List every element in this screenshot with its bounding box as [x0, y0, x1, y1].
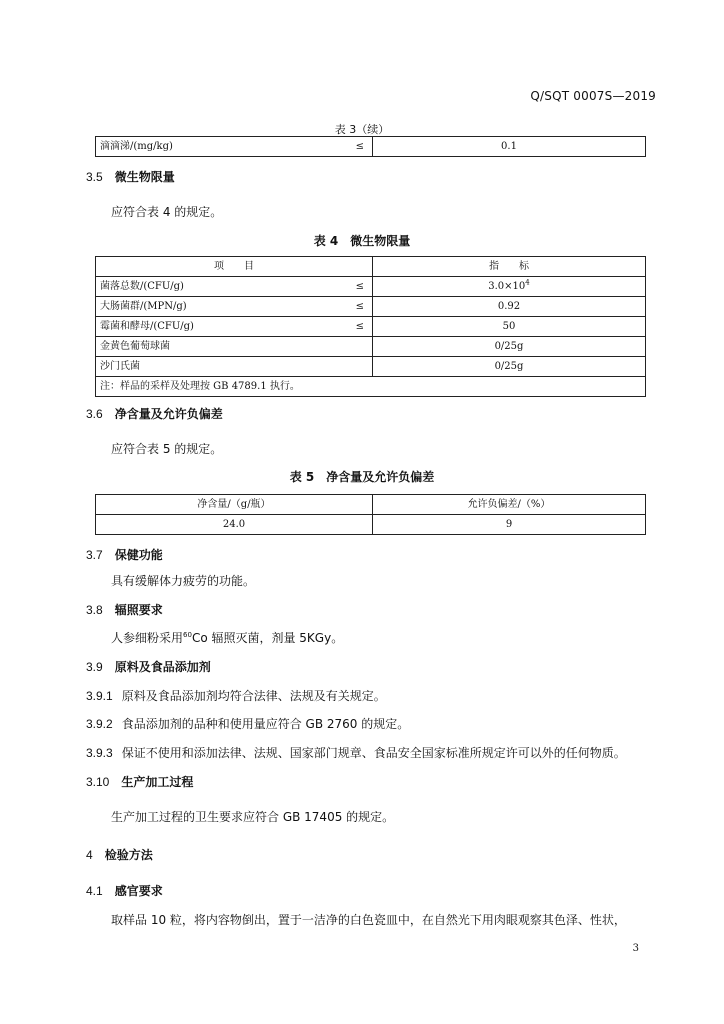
table3: [95, 136, 646, 157]
table3-caption: 表 3（续）: [334, 123, 390, 136]
value-text: 50: [373, 317, 646, 337]
section-3-9-2: 3.9.2 食品添加剂的品种和使用量应符合 GB 2760 的规定。: [86, 717, 410, 731]
table-row: [96, 317, 646, 337]
table-note-row: [96, 377, 646, 397]
item-label: 金黄色葡萄球菌: [100, 341, 170, 352]
table-cell: [96, 137, 373, 157]
section-3-5-heading: 3.5 微生物限量: [86, 170, 175, 184]
section-3-6-heading: 3.6 净含量及允许负偏差: [86, 407, 223, 421]
le-sign: ≤: [355, 281, 364, 292]
section-3-9-1: 3.9.1 原料及食品添加剂均符合法律、法规及有关规定。: [86, 689, 386, 703]
section-3-8-text: 人参细粉采用$^{60}$Co 辐照灭菌，剂量 5KGy。: [111, 631, 344, 645]
page-number: 3: [632, 943, 639, 954]
le-sign: ≤: [355, 301, 364, 312]
table5: [95, 494, 646, 535]
header-net-content: 净含量/（g/瓶）: [96, 495, 373, 515]
section-3-8-heading: 3.8 辐照要求: [86, 603, 163, 617]
section-3-5-text: 应符合表 4 的规定。: [111, 205, 223, 219]
table5-caption: 表 5 净含量及允许负偏差: [289, 470, 435, 484]
table-header-row: [96, 495, 646, 515]
section-3-9-heading: 3.9 原料及食品添加剂: [86, 660, 211, 674]
item-label: 霉菌和酵母/(CFU/g): [100, 321, 194, 332]
value-cell: 0.1: [373, 137, 646, 157]
value-text: 0/25g: [373, 357, 646, 377]
table-row: [96, 357, 646, 377]
section-3-6-text: 应符合表 5 的规定。: [111, 442, 223, 456]
section-3-10-heading: 3.10 生产加工过程: [86, 775, 194, 789]
table4: [95, 256, 646, 397]
deviation-value: 9: [373, 515, 646, 535]
header-value: 指 标: [373, 257, 646, 277]
le-sign: ≤: [355, 141, 364, 152]
table4-caption: 表 4 微生物限量: [313, 234, 411, 248]
isotope-mass: 60: [183, 631, 192, 639]
item-label: 滴滴涕/(mg/kg): [100, 141, 173, 152]
section-3-7-heading: 3.7 保健功能: [86, 548, 163, 562]
value-text: 0.92: [373, 297, 646, 317]
table-row: [96, 515, 646, 535]
table-header-row: [96, 257, 646, 277]
item-label: 菌落总数/(CFU/g): [100, 281, 184, 292]
section-3-7-text: 具有缓解体力疲劳的功能。: [111, 574, 256, 588]
table-row: [96, 337, 646, 357]
standard-number: Q/SQT 0007S—2019: [530, 89, 656, 103]
item-label: 沙门氏菌: [100, 361, 140, 372]
le-sign: ≤: [355, 321, 364, 332]
table-row: [96, 297, 646, 317]
table-note: 注：样品的采样及处理按 GB 4789.1 执行。: [96, 377, 646, 397]
section-4-1-text: 取样品 10 粒，将内容物倒出，置于一洁净的白色瓷皿中，在自然光下用肉眼观察其色泽、性状，: [111, 913, 626, 927]
table-row: [96, 137, 646, 157]
header-deviation: 允许负偏差/（%）: [373, 495, 646, 515]
section-3-10-text: 生产加工过程的卫生要求应符合 GB 17405 的规定。: [111, 810, 395, 824]
net-content-value: 24.0: [96, 515, 373, 535]
section-4-1-heading: 4.1 感官要求: [86, 884, 163, 898]
value-text: 0/25g: [373, 337, 646, 357]
exponent: 4: [525, 278, 530, 287]
value-text: 3.0×10: [488, 281, 526, 292]
section-3-9-3: 3.9.3 保证不使用和添加法律、法规、国家部门规章、食品安全国家标准所规定许可以外的任何物质。: [86, 746, 626, 760]
item-label: 大肠菌群/(MPN/g): [100, 301, 187, 312]
table-row: [96, 277, 646, 297]
header-item: 项 目: [96, 257, 373, 277]
section-4-heading: 4 检验方法: [86, 848, 153, 862]
